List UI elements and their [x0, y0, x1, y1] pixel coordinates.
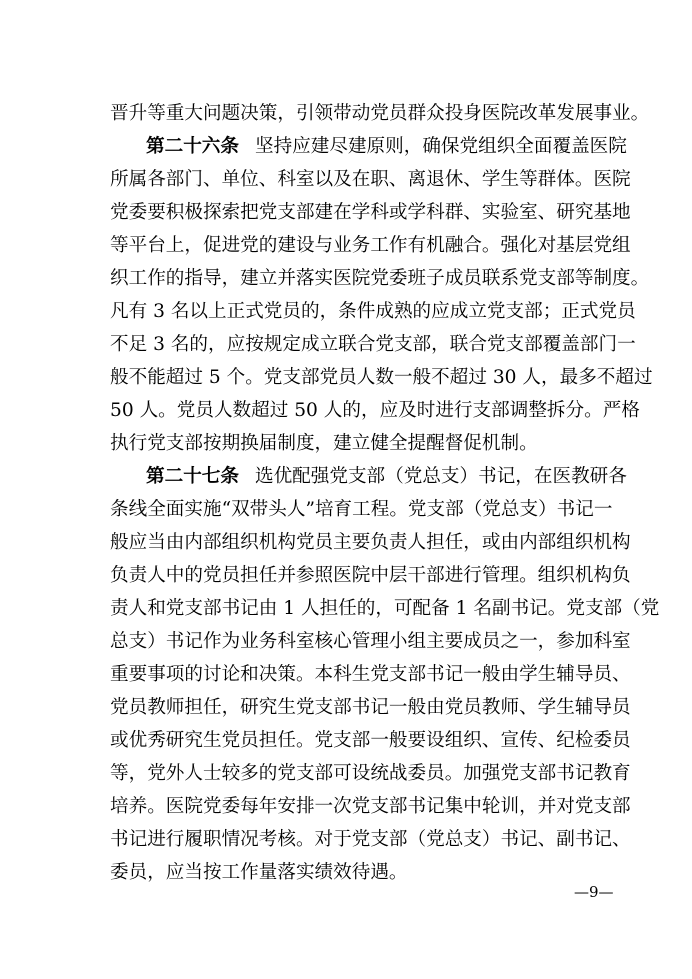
- text-line: 般不能超过 5 个。党支部党员人数一般不超过 30 人，最多不超过: [110, 367, 653, 388]
- text-line: 委员，应当按工作量落实绩效待遇。: [110, 862, 408, 883]
- text-line: 责人和党支部书记由 1 人担任的，可配备 1 名副书记。党支部（党: [110, 598, 660, 619]
- text-line: 培养。医院党委每年安排一次党支部书记集中轮训，并对党支部: [110, 796, 631, 817]
- text-line: 重要事项的讨论和决策。本科生党支部书记一般由学生辅导员、: [110, 664, 631, 685]
- article-26-heading: 第二十六条: [146, 136, 239, 157]
- article-26-first-text: 坚持应建尽建原则，确保党组织全面覆盖医院: [254, 136, 627, 157]
- text-line: 总支）书记作为业务科室核心管理小组主要成员之一，参加科室: [110, 631, 631, 652]
- text-line: 负责人中的党员担任并参照医院中层干部进行管理。组织机构负: [110, 565, 631, 586]
- text-line: 党委要积极探索把党支部建在学科或学科群、实验室、研究基地: [110, 202, 631, 223]
- text-line: 织工作的指导，建立并落实医院党委班子成员联系党支部等制度。: [110, 268, 650, 289]
- page-number: —9—: [574, 883, 614, 901]
- text-line: 晋升等重大问题决策，引领带动党员群众投身医院改革发展事业。: [110, 103, 650, 124]
- text-line: 书记进行履职情况考核。对于党支部（党总支）书记、副书记、: [110, 829, 631, 850]
- text-line: 般应当由内部组织机构党员主要负责人担任，或由内部组织机构: [110, 532, 631, 553]
- text-line: 等平台上，促进党的建设与业务工作有机融合。强化对基层党组: [110, 235, 631, 256]
- text-line: 党员教师担任，研究生党支部书记一般由党员教师、学生辅导员: [110, 697, 631, 718]
- article-26-first-line: [146, 130, 627, 163]
- text-line: 或优秀研究生党员担任。党支部一般要设组织、宣传、纪检委员: [110, 730, 631, 751]
- text-line: 条线全面实施“双带头人”培育工程。党支部（党总支）书记一: [110, 499, 613, 520]
- text-line: 50 人。党员人数超过 50 人的，应及时进行支部调整拆分。严格: [110, 400, 640, 421]
- text-line: 凡有 3 名以上正式党员的，条件成熟的应成立党支部；正式党员: [110, 301, 636, 322]
- text-line: 等，党外人士较多的党支部可设统战委员。加强党支部书记教育: [110, 763, 631, 784]
- text-line: 执行党支部按期换届制度，建立健全提醒督促机制。: [110, 433, 538, 454]
- article-27-first-text: 选优配强党支部（党总支）书记，在医教研各: [254, 466, 627, 487]
- article-27-heading: 第二十七条: [146, 466, 239, 487]
- article-27-first-line: [146, 460, 627, 493]
- text-line: 不足 3 名的，应按规定成立联合党支部，联合党支部覆盖部门一: [110, 334, 636, 355]
- text-line: 所属各部门、单位、科室以及在职、离退休、学生等群体。医院: [110, 169, 631, 190]
